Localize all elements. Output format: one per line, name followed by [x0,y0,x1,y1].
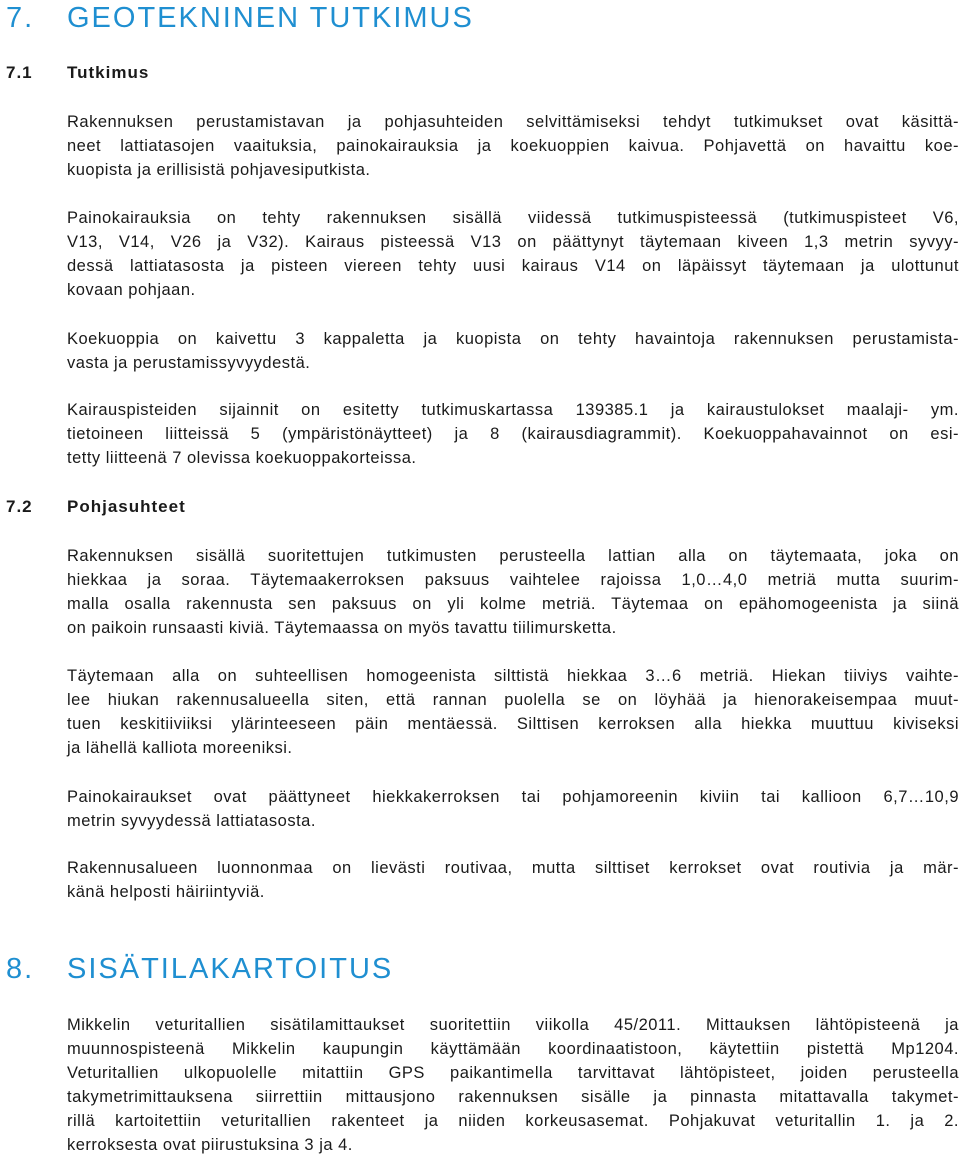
text-line: tuen keskitiiviiksi ylärinteeseen päin mentäessä. Silttisen kerroksen alla hiekka muuttuu kiviseksi [67,715,959,733]
text-line: hiekkaa ja soraa. Täytemaakerroksen paksuus vaihtelee rajoissa 1,0…4,0 metriä mutta suurim- [67,571,959,589]
section-7-heading [6,2,474,35]
subsection-7-2-title: Pohjasuhteet [67,497,186,516]
section-7-number: 7. [6,2,35,34]
paragraph-7-1-b [67,206,959,302]
text-line: on paikoin runsaasti kiviä. Täytemaassa on myös tavattu tiilimursketta. [67,619,617,637]
text-line: V13, V14, V26 ja V32). Kairaus pisteessä V13 on päättynyt täytemaan kiveen 1,3 metrin syvyy- [67,233,959,251]
text-line: tetty liitteenä 7 olevissa koekuoppakorteissa. [67,449,417,467]
paragraph-7-1-c [67,327,959,375]
paragraph-7-2-c [67,785,959,833]
text-line: lee hiukan rakennusalueella siten, että rannan puolella se on löyhää ja hienorakeisempaa muut- [67,691,959,709]
text-line: muunnospisteenä Mikkelin kaupungin käyttämään koordinaatistoon, käytettiin pistettä Mp1204. [67,1040,959,1058]
text-line: dessä lattiatasosta ja pisteen viereen tehty uusi kairaus V14 on läpäissyt täytemaan ja ulottunut [67,257,959,275]
section-8-heading [6,953,393,986]
text-line: Painokairaukset ovat päättyneet hiekkakerroksen tai pohjamoreenin kiviin tai kallioon 6,7…10,9 [67,788,959,806]
text-line: Mikkelin veturitallien sisätilamittaukset suoritettiin viikolla 45/2011. Mittauksen lähtöpisteenä ja [67,1016,959,1034]
text-line: Koekuoppia on kaivettu 3 kappaletta ja kuopista on tehty havaintoja rakennuksen perustamista- [67,330,959,348]
paragraph-7-1-d [67,398,959,470]
text-line: rillä kartoitettiin veturitallien rakenteet ja niiden korkeusasemat. Pohjakuvat veturitallin 1. ja 2. [67,1112,959,1130]
text-line: malla osalla rakennusta sen paksuus on yli kolme metriä. Täytemaa on epähomogeenista ja siinä [67,595,959,613]
paragraph-7-2-d [67,856,959,904]
subsection-7-2-heading [6,497,186,517]
subsection-7-1-heading [6,63,149,83]
text-line: känä helposti häiriintyviä. [67,883,265,901]
paragraph-7-2-b [67,664,959,760]
text-line: takymetrimittauksena siirrettiin mittausjono rakennuksen sisälle ja pinnasta mitattavalla takymet- [67,1088,959,1106]
subsection-7-2-number: 7.2 [6,497,33,516]
text-line: neet lattiatasojen vaaituksia, painokairauksia ja koekuoppien kaivua. Pohjavettä on havaittu koe- [67,137,959,155]
text-line: metrin syvyydessä lattiatasosta. [67,812,316,830]
subsection-7-1-number: 7.1 [6,63,33,82]
text-line: vasta ja perustamissyvyydestä. [67,354,311,372]
text-line: Kairauspisteiden sijainnit on esitetty tutkimuskartassa 139385.1 ja kairaustulokset maalaji- ym. [67,401,959,419]
paragraph-7-1-a [67,110,959,182]
paragraph-8-a [67,1013,959,1157]
section-8-title: SISÄTILAKARTOITUS [67,953,394,985]
text-line: Veturitallien ulkopuolelle mitattiin GPS paikantimella tarvittavat lähtöpisteet, joiden perusteella [67,1064,959,1082]
subsection-7-1-title: Tutkimus [67,63,150,82]
section-8-number: 8. [6,953,35,985]
text-line: Rakennusalueen luonnonmaa on lievästi routivaa, mutta silttiset kerrokset ovat routivia ja mär- [67,859,959,877]
section-7-title: GEOTEKNINEN TUTKIMUS [67,2,474,34]
text-line: tietoineen liitteissä 5 (ympäristönäytteet) ja 8 (kairausdiagrammit). Koekuoppahavainnot on esi- [67,425,959,443]
text-line: kovaan pohjaan. [67,281,196,299]
text-line: kerroksesta ovat piirustuksina 3 ja 4. [67,1136,353,1154]
text-line: Rakennuksen perustamistavan ja pohjasuhteiden selvittämiseksi tehdyt tutkimukset ovat käsittä- [67,113,959,131]
text-line: Täytemaan alla on suhteellisen homogeenista silttistä hiekkaa 3…6 metriä. Hiekan tiiviys vaihte- [67,667,959,685]
paragraph-7-2-a [67,544,959,640]
text-line: ja lähellä kalliota moreeniksi. [67,739,293,757]
text-line: Painokairauksia on tehty rakennuksen sisällä viidessä tutkimuspisteessä (tutkimuspisteet V6, [67,209,959,227]
text-line: Rakennuksen sisällä suoritettujen tutkimusten perusteella lattian alla on täytemaata, joka on [67,547,959,565]
text-line: kuopista ja erillisistä pohjavesiputkista. [67,161,371,179]
